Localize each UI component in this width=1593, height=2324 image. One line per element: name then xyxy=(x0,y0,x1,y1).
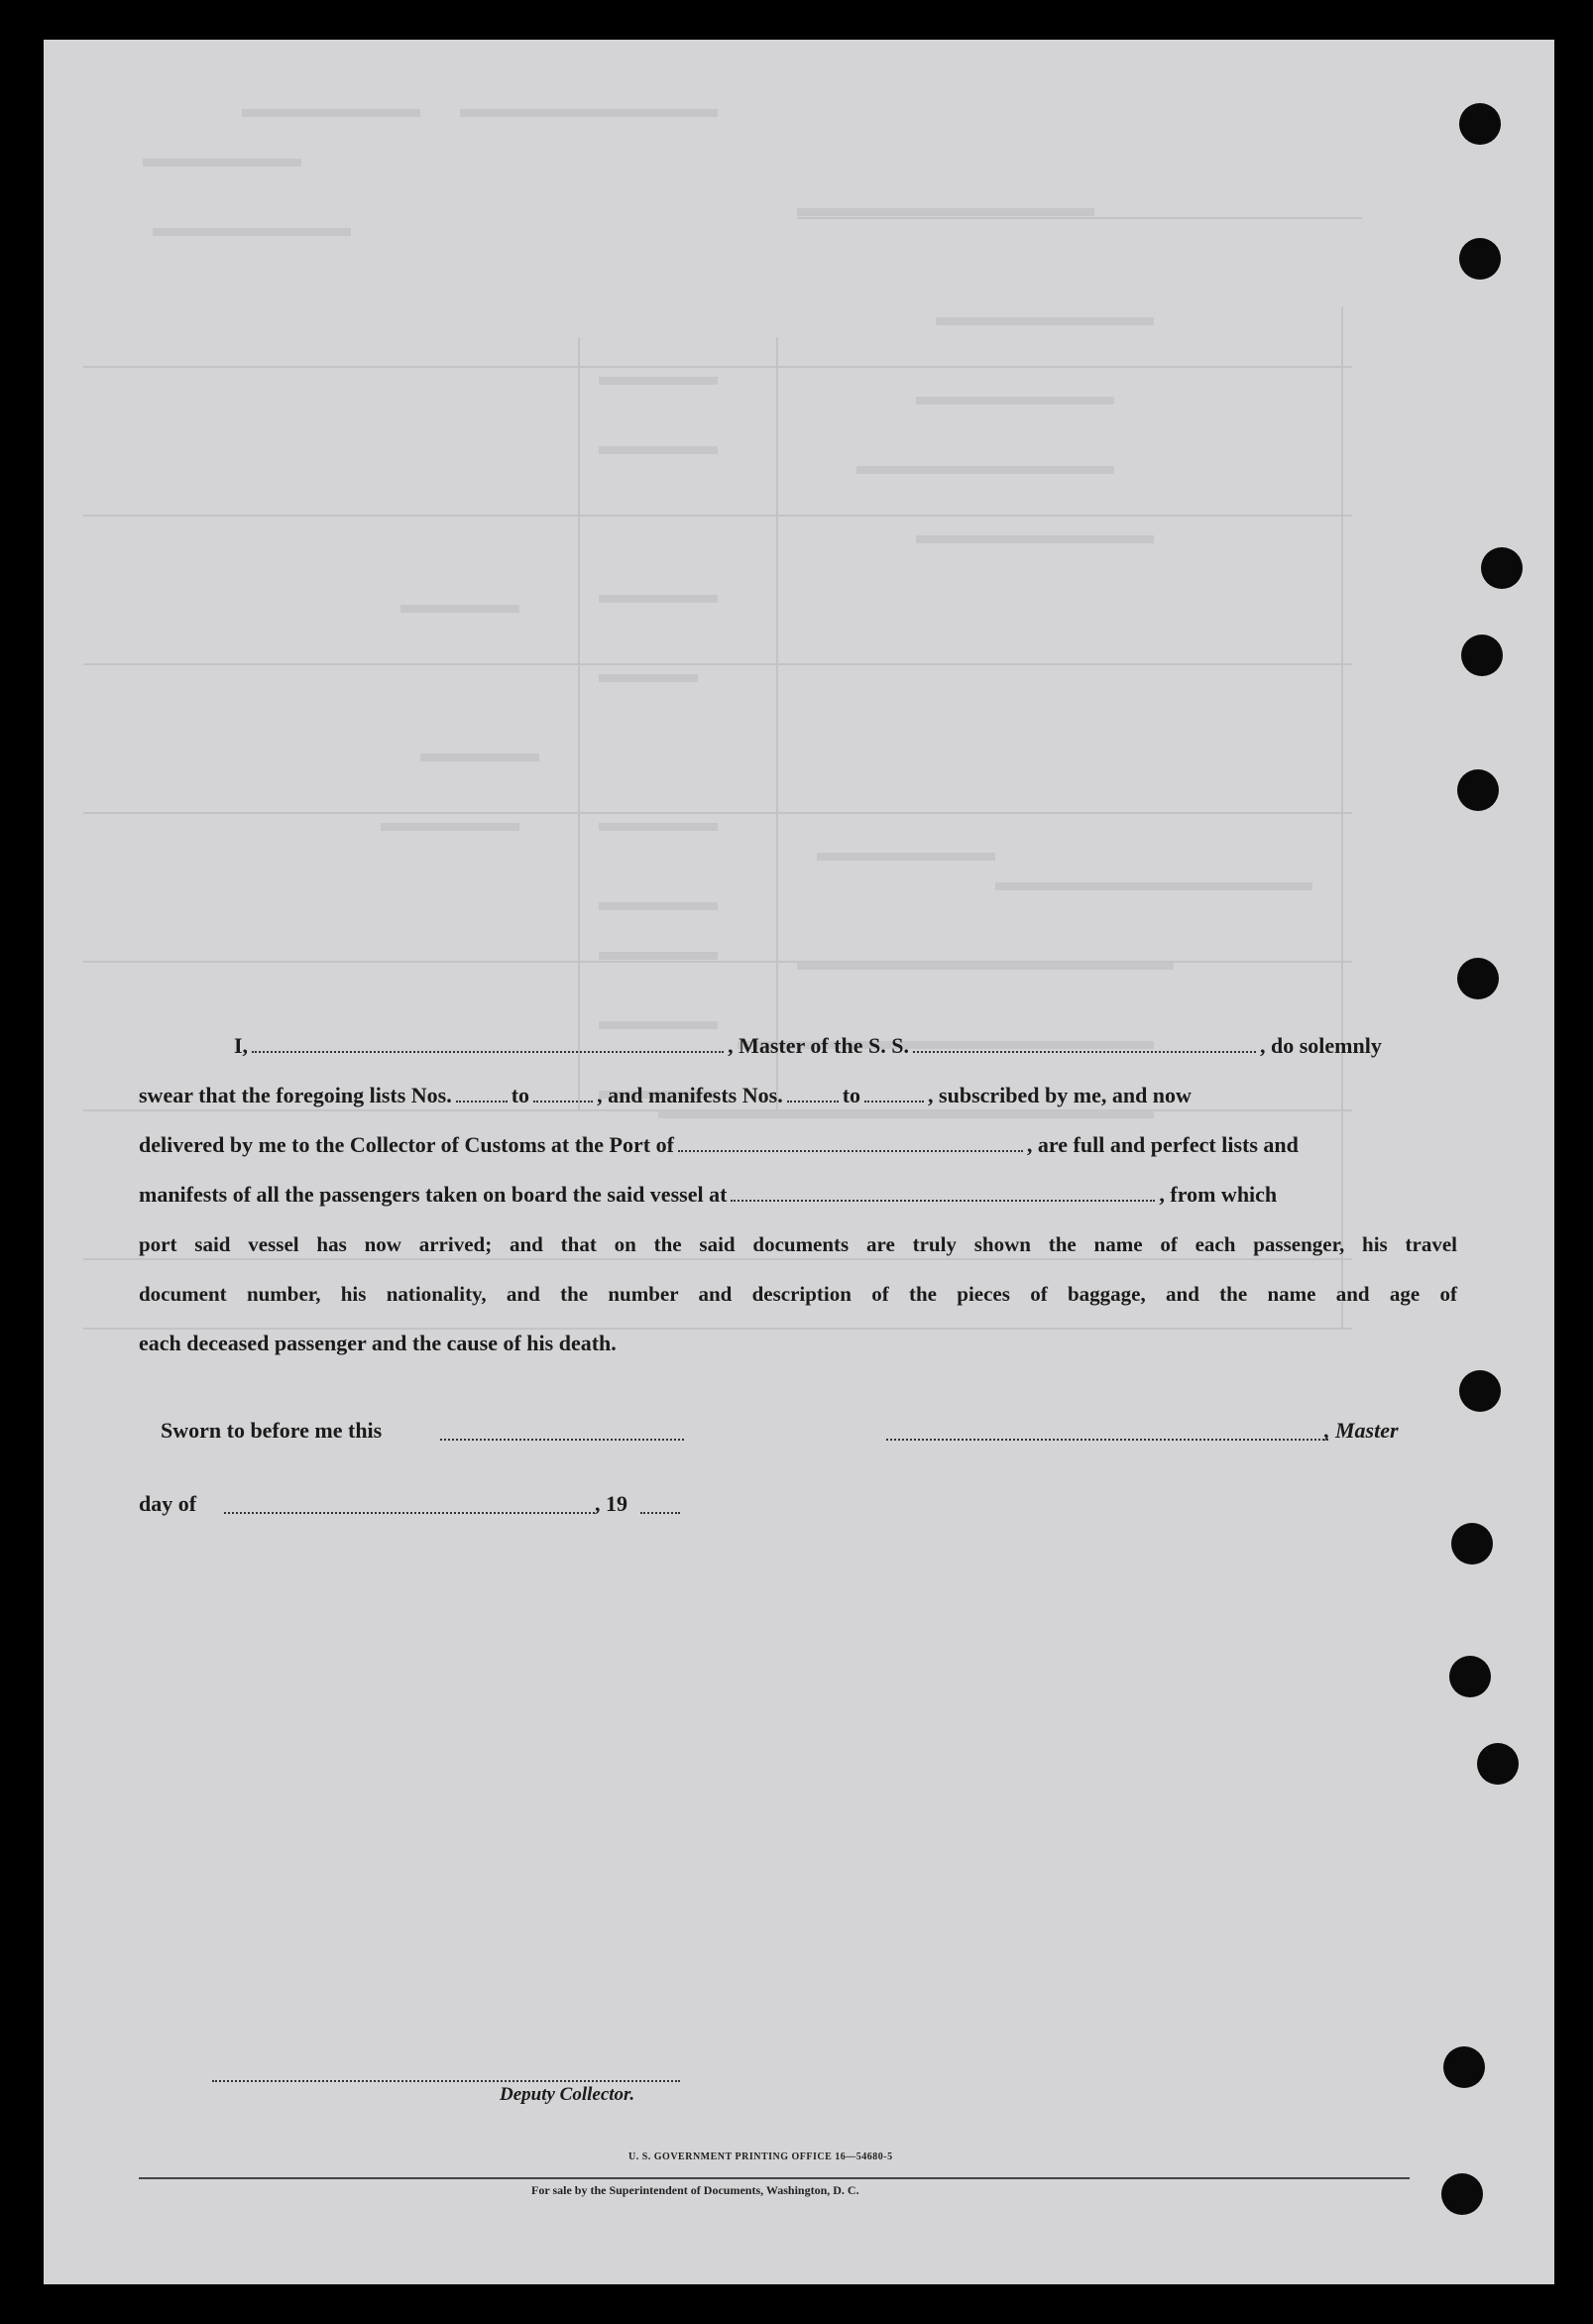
oath-line4-end: , from which xyxy=(1159,1182,1278,1207)
punch-hole xyxy=(1459,1370,1501,1412)
oath-to-2: to xyxy=(842,1083,861,1107)
footer-rule xyxy=(139,2177,1410,2179)
list-to-field[interactable] xyxy=(533,1083,593,1103)
oath-line6 xyxy=(139,1279,1457,1309)
gpo-imprint: U. S. GOVERNMENT PRINTING OFFICE 16—54680-5 xyxy=(628,2151,893,2162)
punch-hole xyxy=(1481,547,1523,589)
sworn-label: Sworn to before me this xyxy=(161,1418,383,1443)
oath-master-of-ss: , Master of the S. S. xyxy=(728,1033,909,1058)
master-signature-field[interactable] xyxy=(886,1421,1328,1441)
year-field[interactable] xyxy=(640,1494,680,1514)
punch-hole xyxy=(1477,1743,1519,1785)
punch-hole xyxy=(1443,2046,1485,2088)
vessel-name-field[interactable] xyxy=(913,1033,1256,1053)
punch-hole xyxy=(1459,238,1501,280)
oath-to-1: to xyxy=(511,1083,530,1107)
punch-hole xyxy=(1461,635,1503,676)
list-from-field[interactable] xyxy=(456,1083,508,1103)
deputy-signature-line[interactable] xyxy=(212,2080,680,2082)
punch-hole xyxy=(1457,958,1499,999)
port-field[interactable] xyxy=(678,1132,1023,1152)
oath-manifests: , and manifests Nos. xyxy=(597,1083,783,1107)
oath-line7-text: each deceased passenger and the cause of his death. xyxy=(139,1331,617,1355)
master-name-field[interactable] xyxy=(252,1033,724,1053)
oath-line5 xyxy=(139,1229,1457,1259)
punch-hole xyxy=(1457,769,1499,811)
sworn-day-field[interactable] xyxy=(440,1421,684,1441)
oath-line3-start: delivered by me to the Collector of Customs at the Port of xyxy=(139,1132,674,1157)
punch-hole xyxy=(1449,1656,1491,1697)
deputy-collector-label: Deputy Collector. xyxy=(500,2084,635,2105)
punch-hole xyxy=(1451,1523,1493,1565)
oath-word-i: I, xyxy=(234,1033,249,1058)
manifest-to-field[interactable] xyxy=(864,1083,924,1103)
oath-line6-text: document number, his nationality, and the number and description of the pieces of baggage, and the name and age of xyxy=(139,1282,1457,1306)
for-sale-notice: For sale by the Superintendent of Documents, Washington, D. C. xyxy=(531,2183,859,2197)
embarkation-port-field[interactable] xyxy=(731,1182,1155,1202)
manifest-page xyxy=(44,40,1554,2284)
year-label: , 19 xyxy=(595,1491,627,1516)
month-field[interactable] xyxy=(224,1494,595,1514)
oath-subscribed: , subscribed by me, and now xyxy=(928,1083,1192,1107)
oath-line2-start: swear that the foregoing lists Nos. xyxy=(139,1083,452,1107)
punch-hole xyxy=(1441,2173,1483,2215)
punch-hole xyxy=(1459,103,1501,145)
master-signature-label: , Master xyxy=(1324,1418,1399,1443)
oath-line5-text: port said vessel has now arrived; and that on the said documents are truly shown the name of each passenger, his travel xyxy=(139,1232,1457,1256)
oath-solemnly: , do solemnly xyxy=(1259,1033,1382,1058)
manifest-from-field[interactable] xyxy=(787,1083,839,1103)
oath-line3-end: , are full and perfect lists and xyxy=(1026,1132,1299,1157)
oath-line4-start: manifests of all the passengers taken on board the said vessel at xyxy=(139,1182,728,1207)
day-of-label: day of xyxy=(139,1491,197,1516)
